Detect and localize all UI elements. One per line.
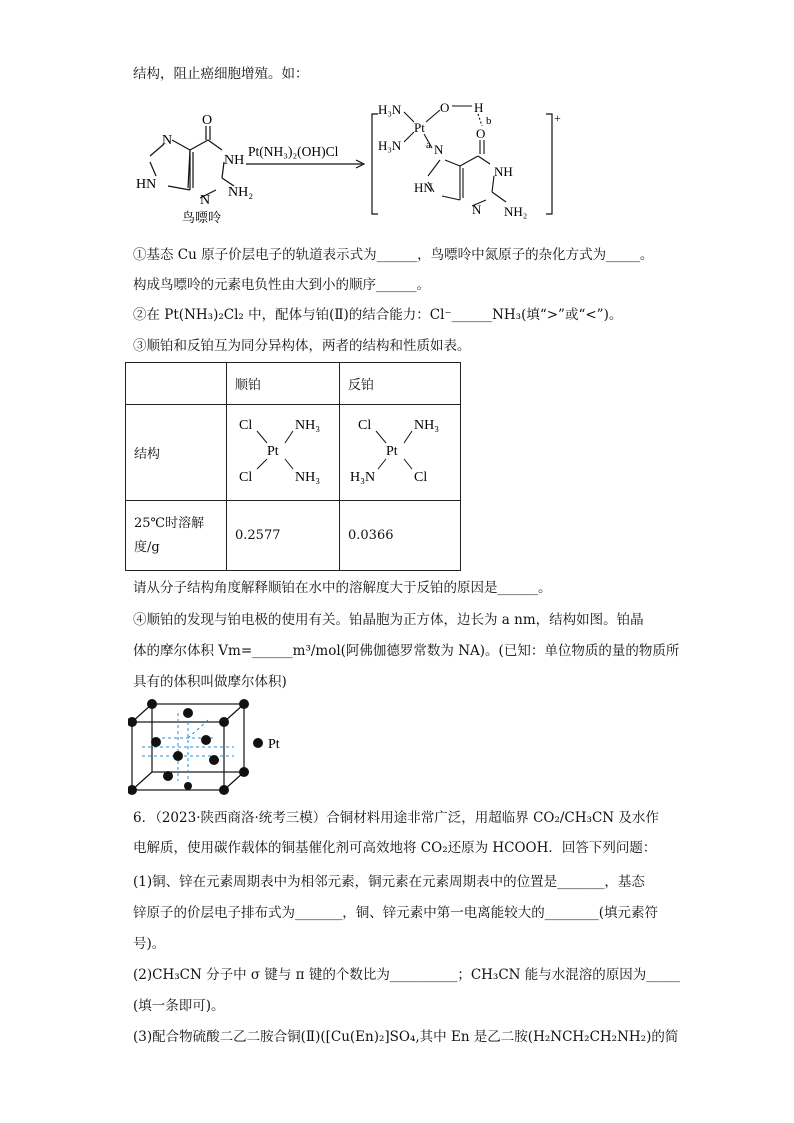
isomer-table xyxy=(125,362,461,571)
cis-tr: NH₃ xyxy=(295,417,321,433)
p6-line2: 电解质，使用碳作载体的铜基催化剂可高效地将 CO₂还原为 HCOOH．回答下列问题： xyxy=(133,840,657,856)
q3-ask: 请从分子结构角度解释顺铂在水中的溶解度大于反铂的原因是______。 xyxy=(133,580,552,596)
legend-label: Pt xyxy=(268,737,280,752)
p6-s2-line1: (2)CH₃CN 分子中 σ 键与 π 键的个数比为__________；CH₃CN 能与水混溶的原因为_____ xyxy=(133,967,681,983)
q4-line1: ④顺铂的发现与铂电极的使用有关。铂晶胞为正方体，边长为 a nm，结构如图。铂晶 xyxy=(133,612,644,628)
trans-tr: NH₃ xyxy=(414,417,440,433)
q1-line2: 构成鸟嘌呤的元素电负性由大到小的顺序______。 xyxy=(133,277,430,293)
p6-s1-line3: 号)。 xyxy=(133,936,166,952)
cis-br: NH₃ xyxy=(295,469,321,485)
trans-bl: H₃N xyxy=(350,469,376,485)
atom-o-complex: O xyxy=(440,100,450,115)
atom-hn-complex: HN xyxy=(414,180,433,195)
atom-nh2-complex: NH₂ xyxy=(504,204,528,219)
table-corner xyxy=(126,363,227,405)
reagent-label: Pt(NH₃)₂(OH)Cl xyxy=(248,144,339,159)
atom-h: H xyxy=(474,100,484,115)
bracket-left xyxy=(372,114,378,214)
p6-s1-line1: (1)铜、锌在元素周期表中为相邻元素，铜元素在元素周期表中的位置是_______，基态 xyxy=(133,874,645,890)
p6-line1: 6．（2023·陕西商洛·统考三模）合铜材料用途非常广泛，用超临界 CO₂/CH₃CN 及水作 xyxy=(133,810,659,826)
col-cis: 顺铂 xyxy=(227,363,340,405)
bracket-right xyxy=(546,114,552,214)
atom-o: O xyxy=(202,113,213,128)
atom-nh-complex: NH xyxy=(494,164,513,179)
atom-o-carbonyl: O xyxy=(476,126,486,141)
atom-n-complex-2: N xyxy=(472,202,482,217)
cis-solubility: 0.2577 xyxy=(227,501,340,571)
trans-structure xyxy=(340,405,461,501)
trans-tl: Cl xyxy=(358,417,372,433)
atom-n-complex: N xyxy=(434,142,444,157)
bond-b-label: b xyxy=(486,115,492,127)
row-structure: 结构 xyxy=(126,405,227,501)
q1-line1: ①基态 Cu 原子价层电子的轨道表示式为______，鸟嘌呤中氮原子的杂化方式为_____。 xyxy=(133,247,654,263)
p6-s1-line2: 锌原子的价层电子排布式为_______，铜、锌元素中第一电离能较大的________(填元素符 xyxy=(133,905,659,921)
atom-h3n-bottom: H₃N xyxy=(378,138,402,153)
atom-n2: N xyxy=(200,193,211,208)
trans-solubility: 0.0366 xyxy=(340,501,461,571)
atom-n: N xyxy=(162,133,173,148)
atom-nh: NH xyxy=(224,153,245,168)
atom-pt: Pt xyxy=(414,120,425,135)
p6-s2-line2: (填一条即可)。 xyxy=(133,998,225,1014)
legend-dot xyxy=(253,738,263,748)
p6-s3-line1: (3)配合物硫酸二乙二胺合铜(Ⅱ)([Cu(En)₂]SO₄,其中 En 是乙二胺(H₂NCH₂CH₂NH₂)的简 xyxy=(133,1029,679,1045)
intro-line: 结构，阻止癌细胞增殖。如： xyxy=(133,66,309,82)
trans-br: Cl xyxy=(414,469,428,485)
row-solubility: 25℃时溶解度/g xyxy=(126,501,227,571)
q2-line: ②在 Pt(NH₃)₂Cl₂ 中，配体与铂(Ⅱ)的结合能力：Cl⁻______NH₃(填“>”或“<”)。 xyxy=(133,307,623,323)
col-trans: 反铂 xyxy=(340,363,461,405)
reaction-scheme xyxy=(120,92,580,227)
trans-center: Pt xyxy=(386,443,398,459)
cis-center: Pt xyxy=(267,443,279,459)
complex-charge: + xyxy=(554,111,561,125)
atom-h3n-top: H₃N xyxy=(378,102,402,117)
bond-a-label: a xyxy=(426,139,431,151)
atom-nh2: NH₂ xyxy=(228,185,254,200)
pt-unit-cell xyxy=(128,698,298,798)
atom-hn: HN xyxy=(136,177,157,192)
q3-line: ③顺铂和反铂互为同分异构体，两者的结构和性质如表。 xyxy=(133,338,471,354)
cis-structure xyxy=(227,405,340,501)
guanine-name: 鸟嘌呤 xyxy=(182,210,222,225)
cis-tl: Cl xyxy=(239,417,253,433)
q4-line3: 具有的体积叫做摩尔体积) xyxy=(133,674,287,690)
q4-line2: 体的摩尔体积 Vm=______m³/mol(阿佛伽德罗常数为 NA)。(已知：单位物质的量的物质所 xyxy=(133,643,680,659)
cis-bl: Cl xyxy=(239,469,253,485)
